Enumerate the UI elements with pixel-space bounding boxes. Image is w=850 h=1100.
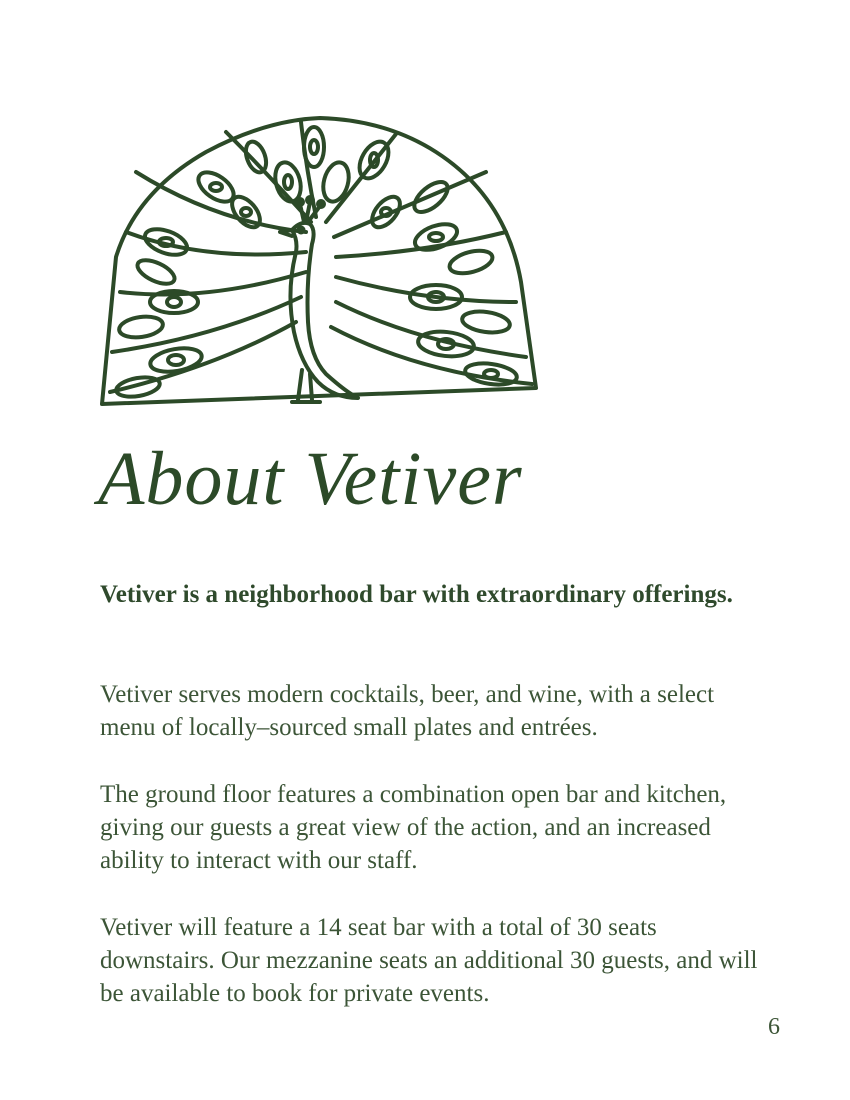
- paragraph-menu: Vetiver serves modern cocktails, beer, and wine, with a select menu of locally–sourced small plates and entrées.: [100, 681, 715, 741]
- page-number: 6: [768, 1014, 780, 1040]
- page-title: About Vetiver: [98, 437, 523, 521]
- paragraph-seating: Vetiver will feature a 14 seat bar with a total of 30 seats downstairs. Our mezzanine seats an additional 30 guests, and will be available to book for private events.: [100, 914, 758, 1007]
- lead-statement: Vetiver is a neighborhood bar with extraordinary offerings.: [100, 581, 733, 608]
- paragraph-ground-floor: The ground floor features a combination open bar and kitchen, giving our guests a great view of the action, and an increased ability to interact with our staff.: [100, 781, 727, 874]
- peacock-logo-icon: [96, 112, 544, 412]
